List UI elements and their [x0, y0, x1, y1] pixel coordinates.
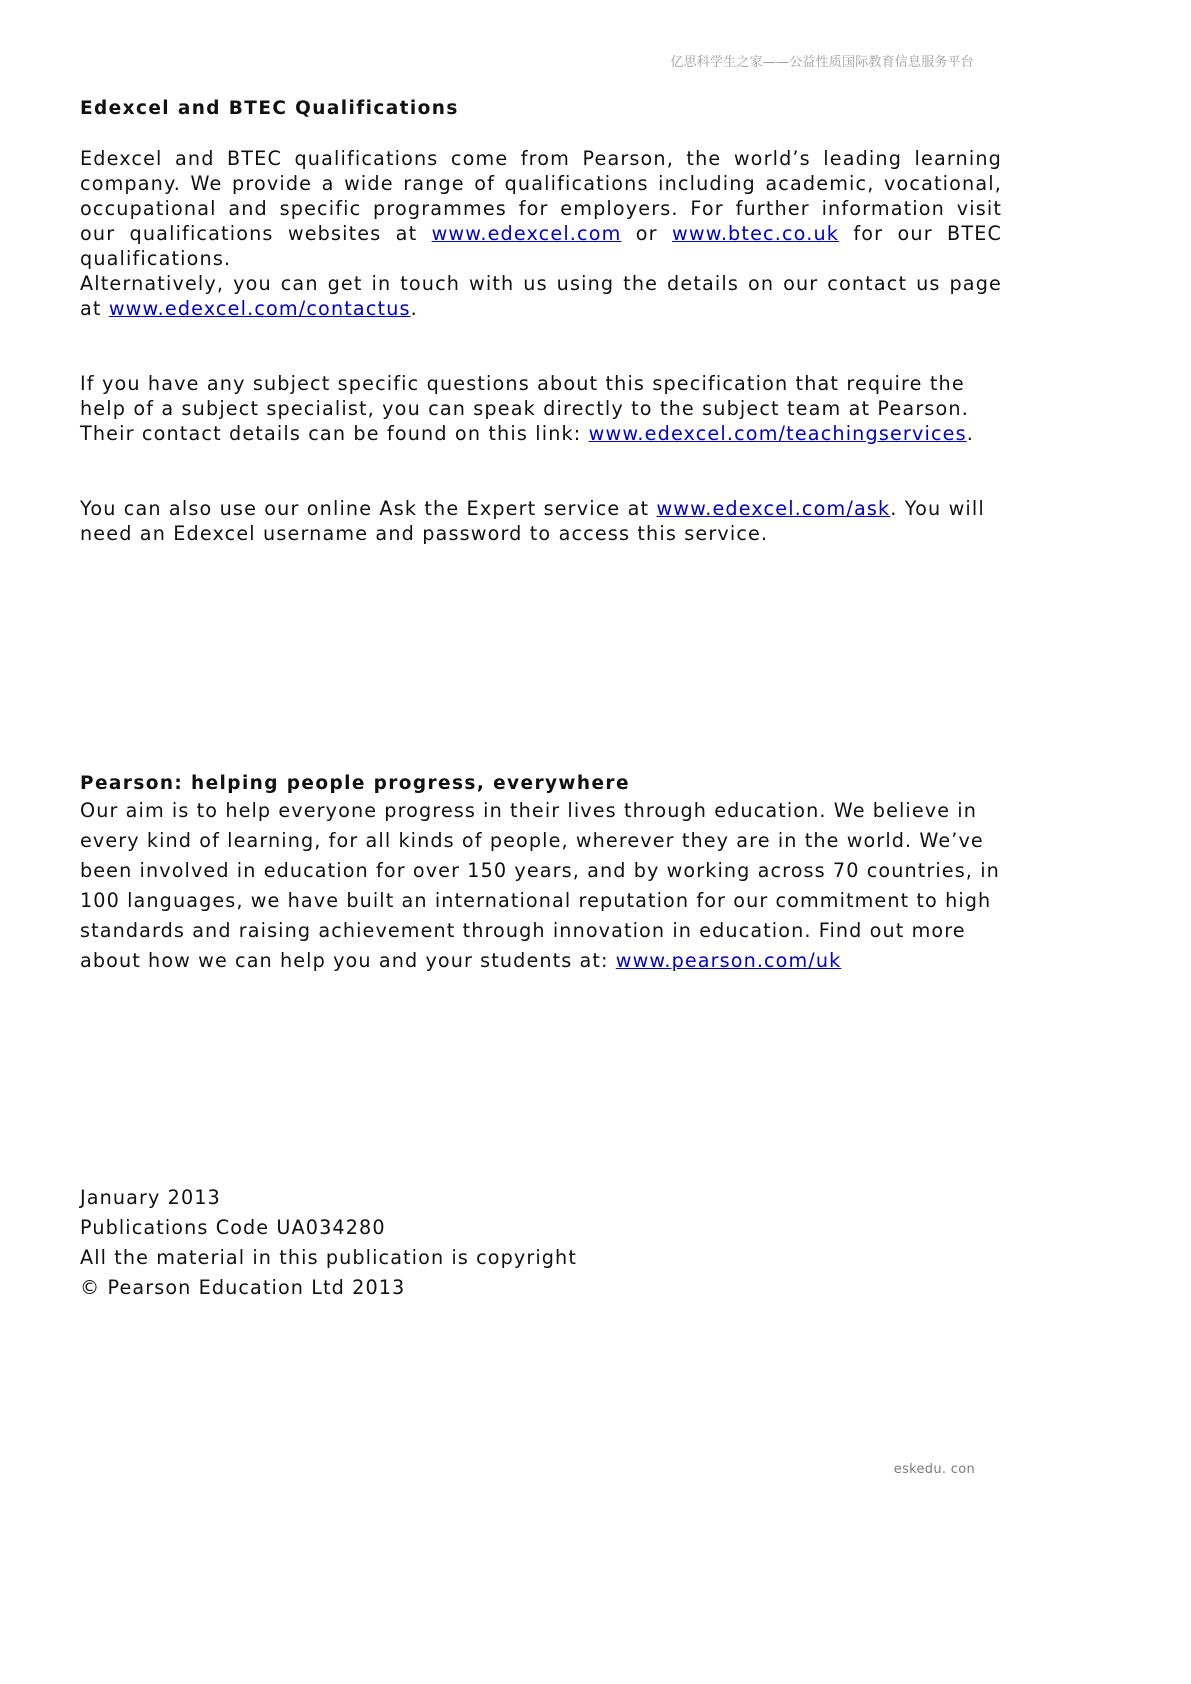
contact-details-text: Their contact details can be found on this link:	[80, 422, 582, 445]
contact-paragraph	[80, 271, 1002, 321]
teaching-services-link[interactable]: www.edexcel.com/teachingservices	[588, 422, 967, 445]
copyright-statement: All the material in this publication is copyright	[80, 1246, 577, 1269]
pearson-section	[80, 772, 1005, 976]
pearson-website-link[interactable]: www.pearson.com/uk	[615, 949, 842, 972]
contact-period: .	[410, 297, 418, 320]
ask-expert-link[interactable]: www.edexcel.com/ask	[656, 497, 891, 520]
publication-code: Publications Code UA034280	[80, 1216, 386, 1239]
edexcel-website-link[interactable]: www.edexcel.com	[431, 222, 622, 245]
qualifications-intro-paragraph	[80, 146, 1002, 271]
pearson-heading: Pearson: helping people progress, everywhere	[80, 773, 630, 794]
qualifications-intro-text: Edexcel and BTEC qualifications come from Pearson, the world’s leading learning company. We provide a wide range of qualifications including academic, vocational, occupational and specific programmes for employers. For further information visit our qualifications websites at	[80, 147, 1002, 245]
ask-expert-text: You can also use our online Ask the Expert service at	[80, 497, 650, 520]
contact-us-link[interactable]: www.edexcel.com/contactus	[108, 297, 411, 320]
qualifications-heading: Edexcel and BTEC Qualifications	[80, 98, 459, 119]
pearson-body-text: Our aim is to help everyone progress in their lives through education. We believe in every kind of learning, for all kinds of people, wherever they are in the world. We’ve been involved in education for over 150 years, and by working across 70 countries, in 100 languages, we have built an international reputation for our commitment to high standards and raising achievement through innovation in education. Find out more about how we can help you and your students at:	[80, 799, 1000, 972]
or-text: or	[635, 222, 658, 245]
subject-specialist-paragraph	[80, 371, 1002, 446]
teaching-services-period: .	[966, 422, 974, 445]
publication-date: January 2013	[80, 1186, 221, 1209]
qualifications-intro-end-text: for our BTEC qualifications.	[80, 222, 1003, 270]
pearson-body-paragraph	[80, 796, 1005, 976]
contact-text: Alternatively, you can get in touch with us using the details on our contact us page at	[80, 272, 1002, 320]
footer-watermark: eskedu. con	[893, 1462, 975, 1477]
ask-expert-end-text: . You will need an Edexcel username and password to access this service.	[80, 497, 985, 545]
subject-specialist-text: If you have any subject specific questions about this specification that require the help of a subject specialist, you can speak directly to the subject team at Pearson.	[80, 372, 969, 420]
qualifications-section	[80, 96, 1002, 546]
copyright-holder: © Pearson Education Ltd 2013	[80, 1276, 406, 1299]
btec-website-link[interactable]: www.btec.co.uk	[672, 222, 840, 245]
publication-info	[80, 1183, 780, 1303]
ask-expert-paragraph	[80, 496, 1002, 546]
header-watermark: 亿思科学生之家——公益性质国际教育信息服务平台	[670, 55, 974, 70]
